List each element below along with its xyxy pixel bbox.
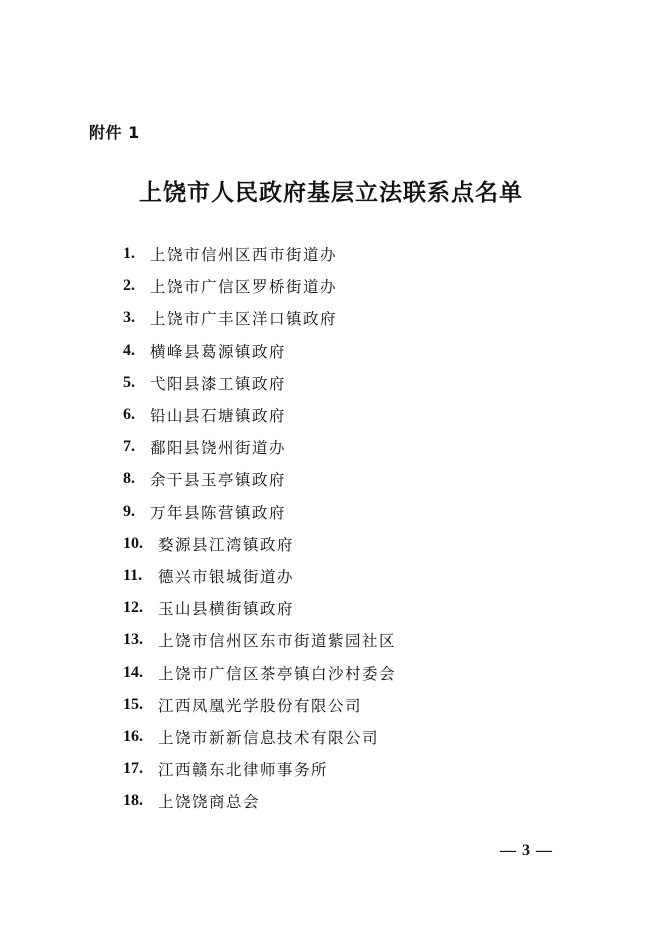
list-item (123, 238, 396, 270)
list-item (123, 270, 396, 302)
entry-name: 上饶饶商总会 (158, 793, 261, 812)
entry-number: 1. (123, 245, 135, 263)
document-title: 上饶市人民政府基层立法联系点名单 (139, 179, 523, 206)
entry-number: 9. (123, 502, 135, 520)
entry-name: 江西凤凰光学股份有限公司 (158, 696, 363, 715)
list-item (123, 753, 396, 785)
entry-number: 3. (123, 309, 135, 327)
entry-number: 2. (123, 277, 135, 295)
entry-number: 8. (123, 470, 135, 488)
entry-name: 鄱阳县饶州街道办 (150, 439, 287, 458)
entry-number: 7. (123, 438, 135, 456)
list-item (123, 399, 396, 431)
entry-list (123, 238, 396, 817)
list-item (123, 785, 396, 817)
entry-number: 6. (123, 406, 135, 424)
list-item (123, 367, 396, 399)
entry-name: 铅山县石塘镇政府 (150, 407, 287, 426)
list-item (123, 689, 396, 721)
entry-name: 上饶市信州区西市街道办 (150, 246, 338, 265)
list-item (123, 721, 396, 753)
entry-name: 上饶市信州区东市街道紫园社区 (158, 632, 397, 651)
entry-name: 江西赣东北律师事务所 (158, 761, 329, 780)
entry-name: 上饶市广信区茶亭镇白沙村委会 (158, 664, 397, 683)
entry-number: 11. (123, 566, 143, 584)
list-item (123, 592, 396, 624)
entry-name: 上饶市新新信息技术有限公司 (158, 728, 380, 747)
list-item (123, 335, 396, 367)
list-item (123, 656, 396, 688)
entry-number: 10. (123, 534, 143, 552)
entry-name: 弋阳县漆工镇政府 (150, 374, 287, 393)
page-number: — 3 — (500, 842, 553, 859)
entry-number: 4. (123, 341, 135, 359)
list-item (123, 431, 396, 463)
entry-name: 横峰县葛源镇政府 (150, 342, 287, 361)
entry-number: 12. (123, 599, 143, 617)
list-item (123, 496, 396, 528)
entry-name: 上饶市广信区罗桥街道办 (150, 278, 338, 297)
list-item (123, 463, 396, 495)
attachment-label: 附件 1 (89, 123, 140, 142)
entry-name: 德兴市银城街道办 (158, 567, 295, 586)
list-item (123, 560, 396, 592)
entry-name: 上饶市广丰区洋口镇政府 (150, 310, 338, 329)
entry-number: 14. (123, 663, 143, 681)
entry-number: 5. (123, 373, 135, 391)
entry-number: 17. (123, 760, 143, 778)
entry-number: 16. (123, 727, 143, 745)
list-item (123, 624, 396, 656)
list-item (123, 528, 396, 560)
entry-name: 余干县玉亭镇政府 (150, 471, 287, 490)
entry-name: 婺源县江湾镇政府 (158, 535, 295, 554)
entry-number: 15. (123, 695, 143, 713)
entry-name: 万年县陈营镇政府 (150, 503, 287, 522)
entry-number: 13. (123, 631, 143, 649)
entry-number: 18. (123, 792, 143, 810)
entry-name: 玉山县横街镇政府 (158, 600, 295, 619)
list-item (123, 302, 396, 334)
